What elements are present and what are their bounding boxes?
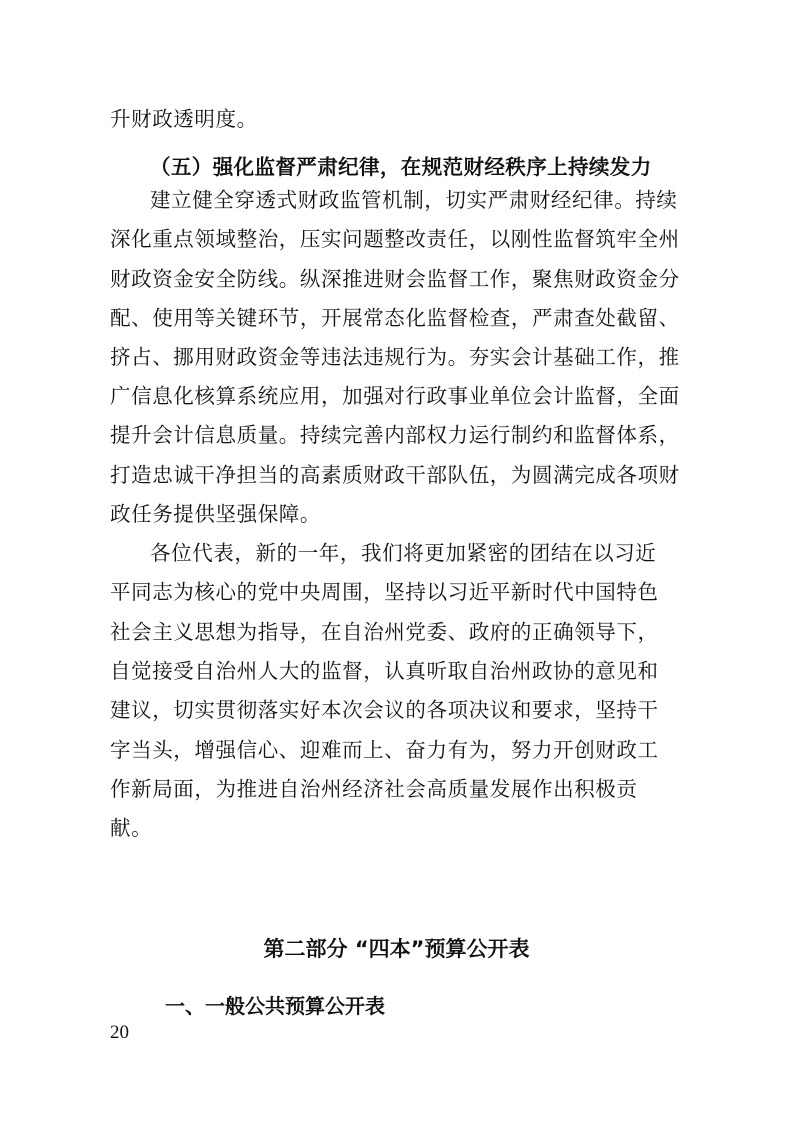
paragraph-5-line-9: 政任务提供坚强保障。 — [110, 502, 321, 526]
closing-paragraph-line-6: 字当头，增强信心、迎难而上、奋力有为，努力开创财政工 — [110, 738, 659, 762]
closing-paragraph-line-7: 作新局面，为推进自治州经济社会高质量发展作出积极贡 — [110, 777, 638, 801]
closing-paragraph-line-2: 平同志为核心的党中央周围，坚持以习近平新时代中国特色 — [110, 580, 659, 604]
part-two-title: 第二部分 “四本”预算公开表 — [263, 937, 530, 961]
paragraph-5-line-4: 配、使用等关键环节，开展常态化监督检查，严肃查处截留、 — [110, 306, 680, 330]
closing-paragraph-line-5: 建议，切实贯彻落实好本次会议的各项决议和要求，坚持干 — [110, 698, 659, 722]
paragraph-5-line-2: 深化重点领域整治，压实问题整改责任，以刚性监督筑牢全州 — [110, 227, 680, 251]
paragraph-5-line-3: 财政资金安全防线。纵深推进财会监督工作，聚焦财政资金分 — [110, 267, 680, 291]
closing-paragraph-line-1: 各位代表，新的一年，我们将更加紧密的团结在以习近 — [150, 541, 657, 565]
closing-paragraph-line-4: 自觉接受自治州人大的监督，认真听取自治州政协的意见和 — [110, 659, 659, 683]
closing-paragraph-line-8: 献。 — [110, 816, 153, 840]
paragraph-5-line-7: 提升会计信息质量。持续完善内部权力运行制约和监督体系， — [110, 423, 680, 447]
paragraph-5-line-8: 打造忠诚干净担当的高素质财政干部队伍，为圆满完成各项财 — [110, 463, 680, 487]
section-heading-five: （五）强化监督严肃纪律，在规范财经秩序上持续发力 — [150, 155, 652, 179]
paragraph-5-line-5: 挤占、挪用财政资金等违法违规行为。夯实会计基础工作，推 — [110, 345, 680, 369]
section-one-title: 一、一般公共预算公开表 — [165, 994, 385, 1018]
paragraph-4-line-end: 升财政透明度。 — [110, 107, 258, 131]
page-number: 20 — [110, 1022, 129, 1043]
closing-paragraph-line-3: 社会主义思想为指导，在自治州党委、政府的正确领导下， — [110, 620, 659, 644]
paragraph-5-line-1: 建立健全穿透式财政监管机制，切实严肃财经纪律。持续 — [150, 188, 678, 212]
paragraph-5-line-6: 广信息化核算系统应用，加强对行政事业单位会计监督，全面 — [110, 384, 680, 408]
